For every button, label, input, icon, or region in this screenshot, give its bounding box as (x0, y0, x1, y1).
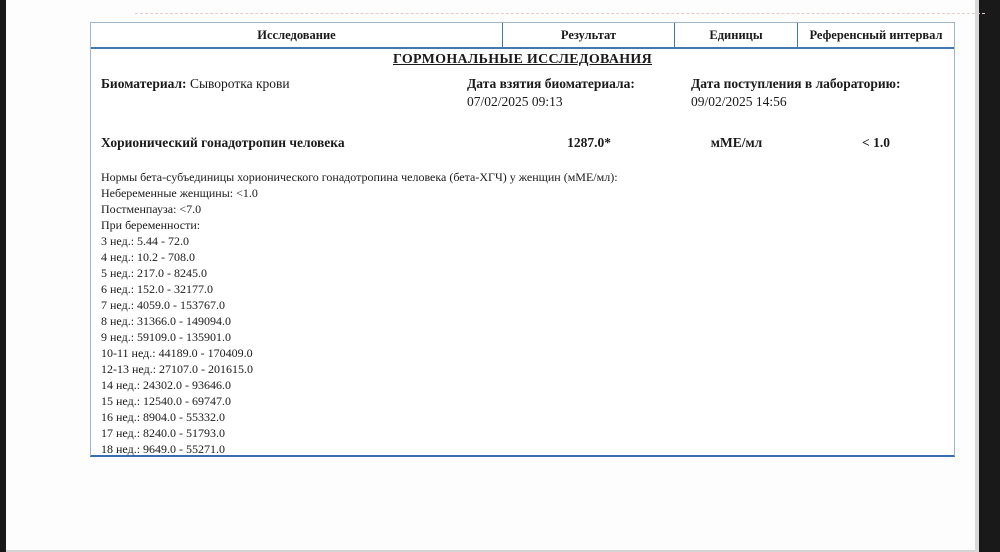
test-result-row (91, 135, 954, 151)
note-line: 8 нед.: 31366.0 - 149094.0 (101, 314, 232, 328)
received-date-value: 09/02/2025 14:56 (691, 94, 787, 109)
note-line: 7 нед.: 4059.0 - 153767.0 (101, 298, 226, 312)
collection-date-value: 07/02/2025 09:13 (467, 94, 563, 109)
note-line: 17 нед.: 8240.0 - 51793.0 (101, 426, 226, 440)
collection-date-field (467, 75, 635, 111)
biomaterial-label: Биоматериал: (101, 76, 187, 91)
biomaterial-value: Сыворотка крови (189, 76, 290, 91)
note-line: Постменпауза: <7.0 (101, 202, 202, 216)
note-line: 14 нед.: 24302.0 - 93646.0 (101, 378, 232, 392)
note-line: Нормы бета-субъединицы хорионического гонадотропина человека (бета-ХГЧ) у женщин (мМЕ/мл): (101, 170, 618, 184)
collection-date-label: Дата взятия биоматериала: (467, 76, 635, 91)
note-line: 16 нед.: 8904.0 - 55332.0 (101, 410, 226, 424)
table-header-row (91, 23, 954, 49)
left-frame-bar (0, 0, 6, 552)
note-line: 3 нед.: 5.44 - 72.0 (101, 234, 190, 248)
note-line: 15 нед.: 12540.0 - 69747.0 (101, 394, 232, 408)
note-line: 10-11 нед.: 44189.0 - 170409.0 (101, 346, 253, 360)
column-header-result: Результат (503, 23, 675, 47)
reference-notes-block (101, 169, 940, 457)
test-units: мМЕ/мл (710, 135, 763, 150)
received-date-field (691, 75, 900, 111)
column-header-reference-interval: Референсный интервал (809, 27, 943, 42)
note-line: 9 нед.: 59109.0 - 135901.0 (101, 330, 232, 344)
note-line: 4 нед.: 10.2 - 708.0 (101, 250, 196, 264)
test-result-value: 1287.0* (567, 135, 611, 150)
note-line: 5 нед.: 217.0 - 8245.0 (101, 266, 208, 280)
note-line: Небеременные женщины: <1.0 (101, 186, 258, 200)
column-header-units: Единицы (675, 23, 798, 47)
lab-report-table (90, 22, 955, 457)
test-reference-interval: < 1.0 (862, 135, 890, 150)
note-line: 6 нед.: 152.0 - 32177.0 (101, 282, 214, 296)
note-line: 18 нед.: 9649.0 - 55271.0 (101, 442, 226, 456)
note-line: 12-13 нед.: 27107.0 - 201615.0 (101, 362, 254, 376)
section-title-hormonal-studies: ГОРМОНАЛЬНЫЕ ИССЛЕДОВАНИЯ (392, 52, 652, 67)
note-line: При беременности: (101, 218, 201, 232)
right-frame-bar (975, 0, 1000, 552)
column-header-study: Исследование (91, 23, 503, 47)
scan-artifact-line (135, 13, 985, 14)
test-name: Хорионический гонадотропин человека (101, 135, 345, 150)
received-date-label: Дата поступления в лабораторию: (691, 76, 901, 91)
biomaterial-field (101, 75, 290, 93)
